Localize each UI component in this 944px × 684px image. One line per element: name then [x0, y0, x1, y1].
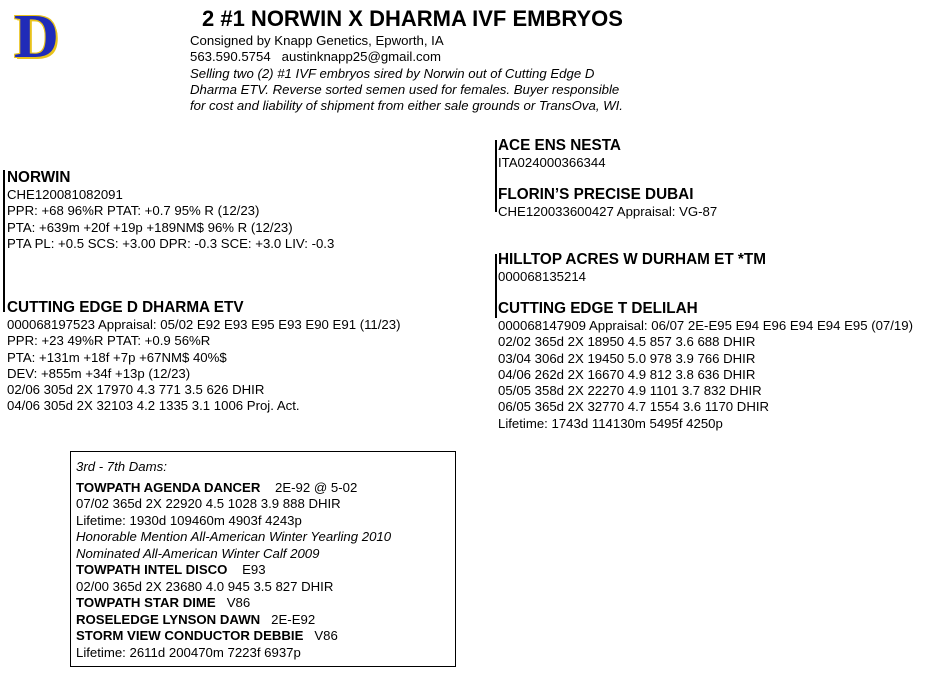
- consigned-by: Consigned by Knapp Genetics, Epworth, IA: [190, 33, 444, 48]
- phone: 563.590.5754: [190, 49, 271, 65]
- page-title: 2 #1 NORWIN X DHARMA IVF EMBRYOS: [202, 6, 623, 31]
- dam-line: PPR: +23 49%R PTAT: +0.9 56%R: [7, 333, 211, 349]
- dam-block: [7, 299, 401, 415]
- dam-dam-line: 04/06 262d 2X 16670 4.9 812 3.8 636 DHIR: [498, 366, 756, 382]
- dam-entry-name: ROSELEDGE LYNSON DAWN: [76, 611, 261, 627]
- dam-dam-line: 02/02 365d 2X 18950 4.5 857 3.6 688 DHIR: [498, 334, 756, 350]
- sire-sire-name: ACE ENS NESTA: [498, 137, 621, 154]
- sire-line: CHE120081082091: [7, 187, 123, 202]
- dam-entry: [76, 612, 391, 629]
- sire-sire-block: [498, 137, 621, 171]
- dam-entry-record: Lifetime: 2611d 200470m 7223f 6937p: [76, 644, 301, 660]
- dam-entry-name: TOWPATH AGENDA DANCER: [76, 479, 261, 495]
- sire-dam-line: CHE120033600427 Appraisal: VG-87: [498, 204, 718, 219]
- sire-dam-name: FLORIN’S PRECISE DUBAI: [498, 186, 694, 203]
- sire-bracket: [3, 170, 5, 312]
- dams-box-heading: 3rd - 7th Dams:: [76, 459, 167, 474]
- sire-line: PPR: +68 96%R PTAT: +0.7 95% R (12/23): [7, 203, 260, 219]
- sire-line: PTA: +639m +20f +19p +189NM$ 96% R (12/23): [7, 219, 293, 235]
- dam-sire-name: HILLTOP ACRES W DURHAM ET *TM: [498, 251, 766, 268]
- dam-dam-line: 03/04 306d 2X 19450 5.0 978 3.9 766 DHIR: [498, 350, 756, 366]
- dam-line: 000068197523 Appraisal: 05/02 E92 E93 E95 E93 E90 E91 (11/23): [7, 317, 401, 332]
- email: austinknapp25@gmail.com: [281, 49, 441, 65]
- dam-entry-score: E93: [242, 562, 266, 577]
- dam-entry-honor: Nominated All-American Winter Calf 2009: [76, 545, 320, 561]
- dam-entry: [76, 595, 391, 612]
- dam-sire-line: 000068135214: [498, 269, 587, 284]
- dams-box: [70, 451, 456, 667]
- dam-parents-bracket: [495, 254, 497, 318]
- consignor-info: [190, 33, 623, 114]
- dam-entry-name: STORM VIEW CONDUCTOR DEBBIE: [76, 628, 304, 643]
- dam-entry-record: 07/02 365d 2X 22920 4.5 1028 3.9 888 DHIR: [76, 496, 341, 511]
- dam-entry-record: 02/00 365d 2X 23680 4.0 945 3.5 827 DHIR: [76, 578, 334, 594]
- logo-letter: D: [14, 3, 59, 71]
- description-line-1: Selling two (2) #1 IVF embryos sired by Norwin out of Cutting Edge D: [190, 65, 595, 81]
- dam-dam-line: 06/05 365d 2X 32770 4.7 1554 3.6 1170 DHIR: [498, 399, 770, 415]
- dam-dam-block: [498, 300, 913, 432]
- dam-sire-block: [498, 251, 766, 285]
- dam-entry-name: TOWPATH INTEL DISCO: [76, 562, 228, 577]
- contact-line: [190, 49, 623, 65]
- sire-line: PTA PL: +0.5 SCS: +3.00 DPR: -0.3 SCE: +3.0 LIV: -0.3: [7, 235, 335, 251]
- dam-entry-record: Lifetime: 1930d 109460m 4903f 4243p: [76, 512, 302, 528]
- sire-name: NORWIN: [7, 169, 71, 186]
- dam-entry: [76, 480, 391, 497]
- sire-block: [7, 169, 334, 252]
- dam-entry-score: 2E-92 @ 5-02: [275, 479, 358, 495]
- dam-entry: [76, 562, 391, 579]
- dam-dam-line: 05/05 358d 2X 22270 4.9 1101 3.7 832 DHIR: [498, 383, 762, 399]
- description-line-2: Dharma ETV. Reverse sorted semen used for females. Buyer responsible: [190, 81, 620, 97]
- dam-dam-line: Lifetime: 1743d 114130m 5495f 4250p: [498, 415, 723, 431]
- dam-dam-name: CUTTING EDGE T DELILAH: [498, 300, 698, 317]
- dam-line: 04/06 305d 2X 32103 4.2 1335 3.1 1006 Proj. Act.: [7, 398, 300, 414]
- dam-entry-name: TOWPATH STAR DIME: [76, 595, 216, 610]
- dam-line: 02/06 305d 2X 17970 4.3 771 3.5 626 DHIR: [7, 382, 265, 398]
- description-line-3: for cost and liability of shipment from either sale grounds or TransOva, WI.: [190, 98, 623, 114]
- sire-sire-line: ITA024000366344: [498, 155, 606, 170]
- sire-dam-block: [498, 186, 717, 220]
- dam-entry-score: V86: [226, 595, 251, 610]
- dam-entry: [76, 628, 391, 645]
- dam-entry-honor: Honorable Mention All-American Winter Yearling 2010: [76, 529, 392, 544]
- dam-dam-line: 000068147909 Appraisal: 06/07 2E-E95 E94 E96 E94 E94 E95 (07/19): [498, 318, 913, 333]
- dam-line: PTA: +131m +18f +7p +67NM$ 40%$: [7, 349, 227, 365]
- dam-line: DEV: +855m +34f +13p (12/23): [7, 365, 191, 381]
- dam-entry-score: V86: [314, 628, 338, 643]
- dam-entry-score: 2E-E92: [271, 611, 316, 627]
- dam-name: CUTTING EDGE D DHARMA ETV: [7, 299, 244, 316]
- sire-parents-bracket: [495, 140, 497, 212]
